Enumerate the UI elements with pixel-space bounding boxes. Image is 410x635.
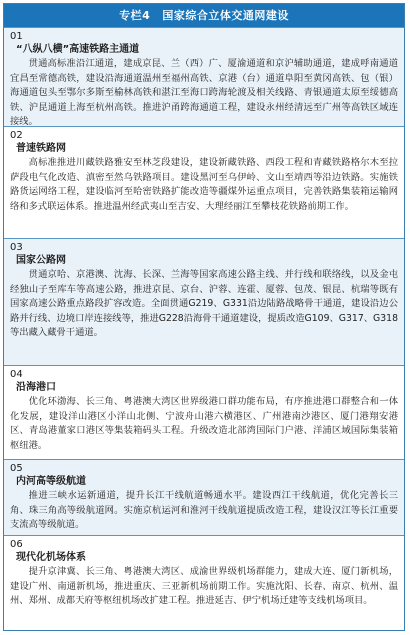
- section-body: 高标准推进川藏铁路雅安至林芝段建设，建设新藏铁路、西段工程和青藏铁路格尔木至拉萨段电气化改造、滇密至然乌铁路项目。建设黑河至乌伊岭、文山至靖西等沿边铁路。实施铁路货运网络工程，建设临河至哈密铁路扩能改造等疆煤外运重点项目，完善铁路集装箱运输网络和多式联运体系。推进温州经武夷山至吉安、大理经丽江至攀枝花铁路前期工作。: [10, 157, 398, 212]
- section-number: 06: [10, 539, 23, 550]
- section-02: [4, 126, 404, 238]
- section-number: 03: [10, 242, 23, 253]
- section-01: [4, 27, 404, 126]
- section-body: 贯通京哈、京港澳、沈海、长深、兰海等国家高速公路主线、并行线和联络线，以及金屯经独山子至库车等高速公路，推进京昆、京台、沪蓉、连霍、厦蓉、包茂、银昆、杭瑞等既有国家高速公路重点路段扩容改造。全面贯通G219、G331沿边陆路战略骨干通道，建设沿边公路并行线、边境口岸连接线等，推进G228沿海骨干通道建设，提质改造G109、G317、G318等出藏入藏骨干通道。: [10, 269, 398, 339]
- column-header: [4, 4, 404, 27]
- section-title: 现代化机场体系: [16, 552, 86, 563]
- column-box: [3, 3, 405, 631]
- section-number: 01: [10, 31, 23, 42]
- section-title: 沿海港口: [16, 382, 56, 393]
- section-03: [4, 238, 404, 365]
- section-title: 国家公路网: [16, 255, 66, 266]
- section-number: 04: [10, 369, 23, 380]
- column-label: 专栏4: [119, 9, 151, 22]
- section-title: “八纵八横”高速铁路主通道: [16, 44, 140, 55]
- section-body: 推进三峡水运新通道，提升长江干线航道畅通水平。建设西江干线航道，优化完善长三角、珠三角高等级航道网。实施京杭运河和淮河干线航道提质改造工程，建设汉江等长江重要支流高等级航道。: [10, 490, 398, 531]
- section-04: [4, 365, 404, 459]
- column-title: 国家综合立体交通网建设: [162, 9, 289, 22]
- section-title: 内河高等级航道: [16, 476, 86, 487]
- section-05: [4, 459, 404, 535]
- section-body: 贯通高标准沿江通道，建成京昆、兰（西）广、厦渝通道和京沪辅助通道，建成呼南通道宜昌至常德高铁，建设沿海通道温州至福州高铁、京港（台）通道阜阳至黄冈高铁、包（银）海通道包头至鄂尔多斯至榆林高铁和湛江至海口跨海轮渡及相关线路、青银通道太原至绥德高铁、沪昆通道上海至杭州高铁。推进沪甬跨海通道工程，建设永州经清远至广州等高铁区域连接线。: [10, 58, 398, 128]
- section-title: 普速铁路网: [16, 143, 66, 154]
- section-number: 02: [10, 130, 23, 141]
- section-number: 05: [10, 463, 23, 474]
- section-body: 优化环渤海、长三角、粤港澳大湾区世界级港口群功能布局，有序推进港口群整合和一体化发展，建设洋山港区小洋山北侧、宁波舟山港六横港区、广州港南沙港区、厦门港翔安港区、青岛港董家口港区等集装箱码头工程。升级改造北部湾国际门户港、洋浦区域国际集装箱枢纽港。: [10, 396, 398, 451]
- section-06: [4, 535, 404, 631]
- section-body: 提升京津冀、长三角、粤港澳大湾区、成渝世界级机场群能力，建成大连、厦门新机场，建设广州、南通新机场，推进重庆、三亚新机场前期工作。实施沈阳、长春、南京、杭州、温州、郑州、成都天府等枢纽机场改扩建工程。推进延吉、伊宁机场迁建等支线机场项目。: [10, 566, 398, 607]
